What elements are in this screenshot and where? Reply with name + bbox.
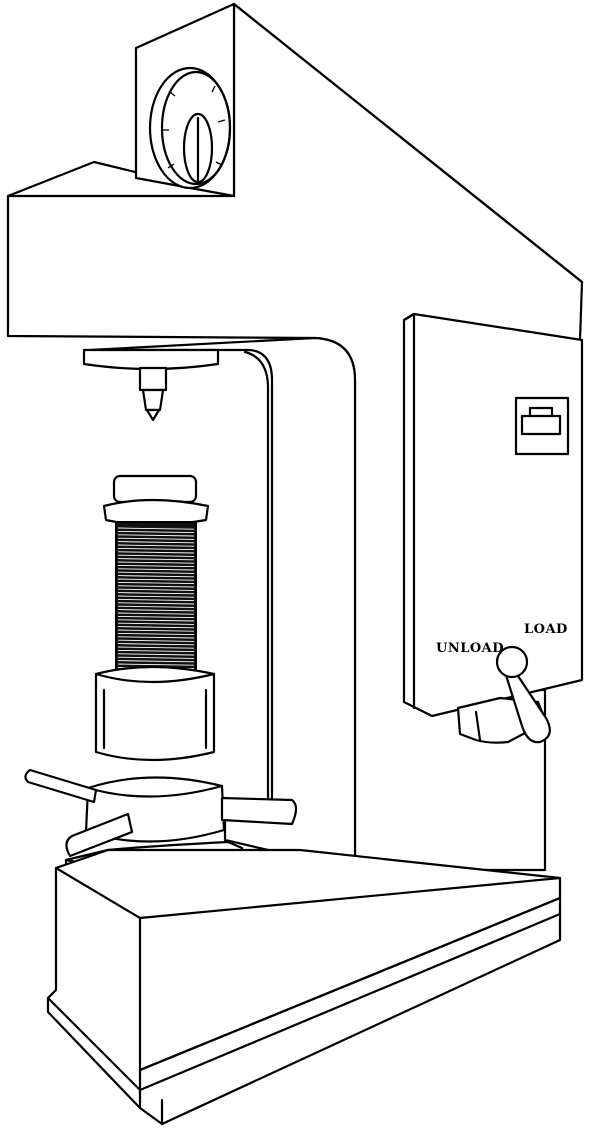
indenter bbox=[84, 350, 218, 420]
base bbox=[48, 850, 560, 1124]
unload-label: UNLOAD bbox=[436, 641, 505, 656]
load-label: LOAD bbox=[524, 622, 568, 637]
dial-gauge bbox=[150, 68, 230, 188]
throat-inner-edge bbox=[245, 352, 268, 800]
